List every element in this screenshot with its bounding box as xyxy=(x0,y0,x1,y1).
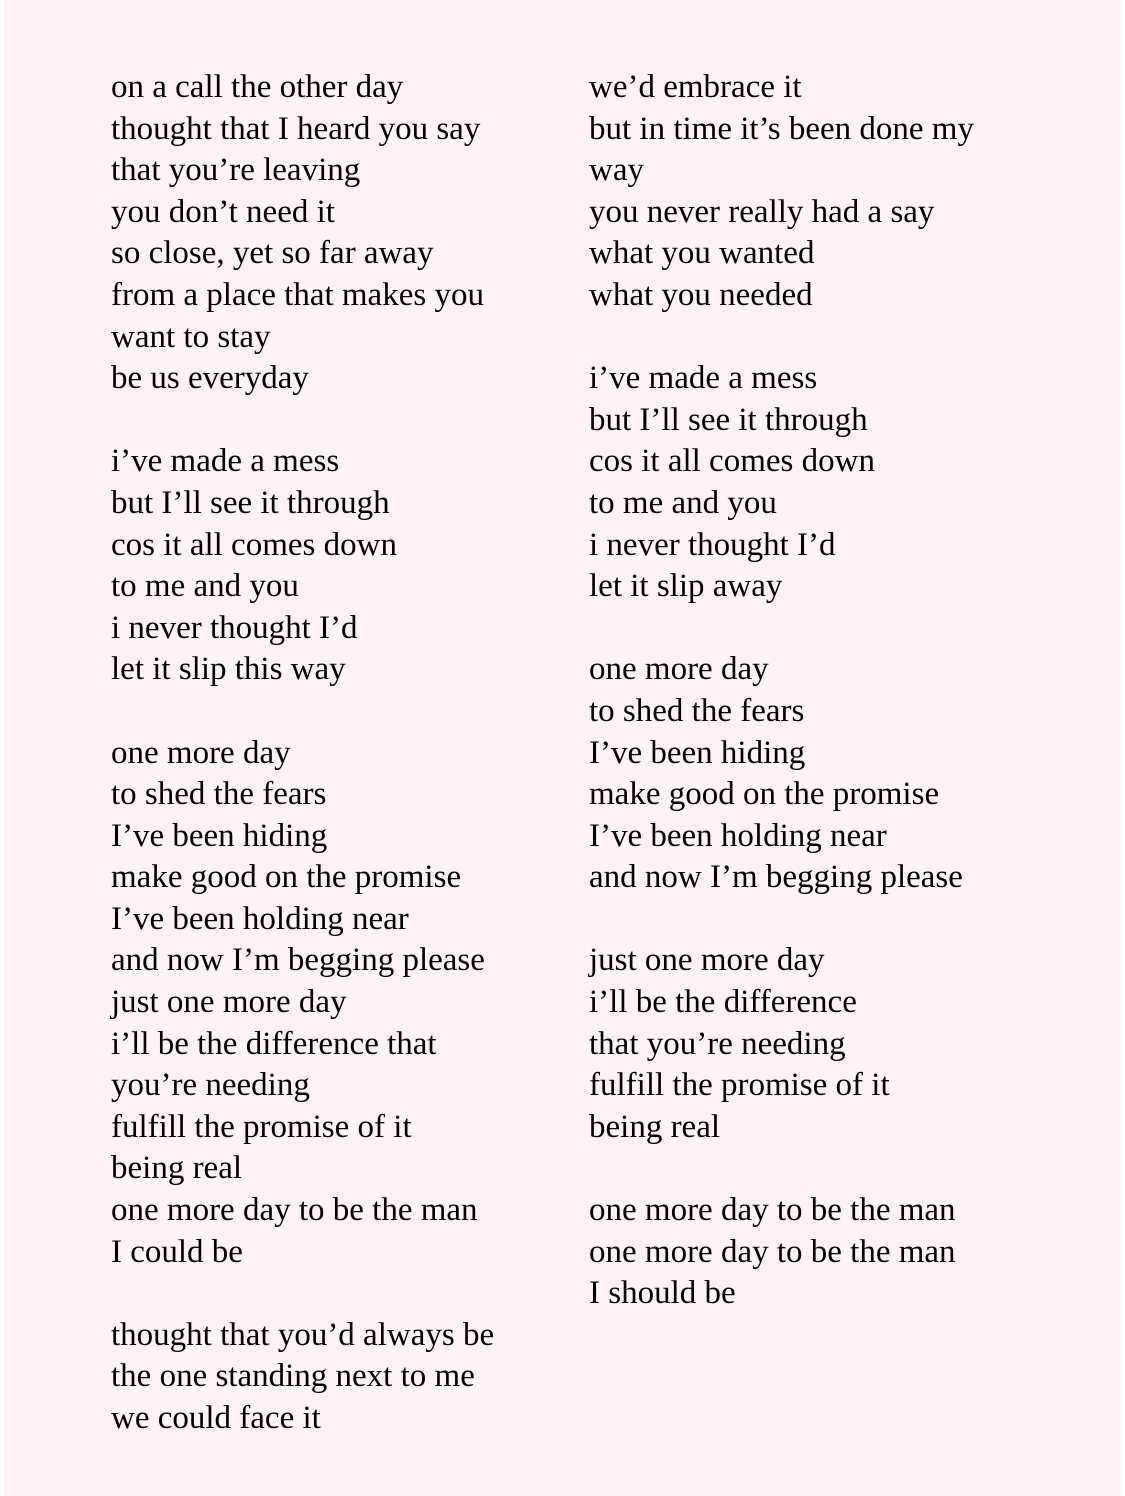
lyric-line: we’d embrace it xyxy=(589,69,802,105)
lyric-line: fulfill the promise of it xyxy=(589,1067,890,1104)
lyric-line: what you wanted xyxy=(589,235,815,272)
lyric-line: you’re needing xyxy=(111,1067,310,1104)
lyric-line: way xyxy=(589,152,644,189)
lyric-line: you don’t need it xyxy=(111,193,335,230)
lyric-line: i never thought I’d xyxy=(589,526,836,563)
lyric-line: i never thought I’d xyxy=(111,609,358,646)
lyric-line: one more day to be the man xyxy=(589,1233,956,1270)
stanza-break xyxy=(111,400,494,442)
lyric-line: I’ve been holding near xyxy=(111,900,409,937)
lyric-line: the one standing next to me xyxy=(111,1358,475,1395)
stanza-break xyxy=(589,317,974,359)
stanza-break xyxy=(589,608,974,650)
lyric-line: one more day to be the man xyxy=(111,1192,478,1229)
lyric-line: one more day xyxy=(111,734,291,771)
lyric-line: from a place that makes you xyxy=(111,276,484,313)
lyric-line: I’ve been hiding xyxy=(111,817,328,854)
lyric-line: what you needed xyxy=(589,276,813,313)
lyric-line: just one more day xyxy=(111,984,347,1021)
lyric-line: on a call the other day xyxy=(111,69,404,105)
lyric-line: make good on the promise xyxy=(111,859,462,896)
lyric-line: i’ve made a mess xyxy=(589,360,818,397)
lyric-line: I could be xyxy=(111,1233,243,1270)
lyric-line: we could face it xyxy=(111,1400,321,1436)
lyric-line: being real xyxy=(111,1150,243,1187)
lyric-line: but in time it’s been done my xyxy=(589,110,974,147)
lyric-line: fulfill the promise of it xyxy=(111,1108,412,1145)
lyric-line: want to stay xyxy=(111,318,271,355)
lyric-line: but I’ll see it through xyxy=(111,484,390,521)
lyric-line: to me and you xyxy=(111,568,299,605)
lyric-line: so close, yet so far away xyxy=(111,235,434,272)
stanza-break xyxy=(111,691,494,733)
lyric-line: i’ll be the difference xyxy=(589,984,857,1021)
lyric-line: thought that I heard you say xyxy=(111,110,481,147)
lyric-line: but I’ll see it through xyxy=(589,401,868,438)
lyric-line: cos it all comes down xyxy=(111,526,397,563)
lyric-line: just one more day xyxy=(589,942,825,979)
lyric-line: that you’re needing xyxy=(589,1025,846,1062)
lyric-line: to shed the fears xyxy=(589,692,805,729)
lyrics-column-right xyxy=(589,67,974,1315)
lyric-line: thought that you’d always be xyxy=(111,1316,495,1353)
lyric-line: I should be xyxy=(589,1275,736,1312)
stanza-break xyxy=(589,1148,974,1190)
lyric-line: one more day to be the man xyxy=(589,1192,956,1229)
lyric-line: and now I’m begging please xyxy=(111,942,485,979)
lyric-line: let it slip away xyxy=(589,568,783,605)
lyric-line: to shed the fears xyxy=(111,776,327,813)
lyric-line: i’ll be the difference that xyxy=(111,1025,437,1062)
stanza-break xyxy=(589,899,974,941)
lyric-line: to me and you xyxy=(589,484,777,521)
stanza-break xyxy=(111,1273,494,1315)
lyrics-page xyxy=(4,0,1121,1496)
lyric-line: I’ve been holding near xyxy=(589,817,887,854)
lyric-line: make good on the promise xyxy=(589,776,940,813)
lyric-line: let it slip this way xyxy=(111,651,346,688)
lyric-line: one more day xyxy=(589,651,769,688)
lyric-line: be us everyday xyxy=(111,360,309,397)
lyric-line: that you’re leaving xyxy=(111,152,361,189)
lyric-line: I’ve been hiding xyxy=(589,734,806,771)
lyric-line: cos it all comes down xyxy=(589,443,875,480)
lyric-line: and now I’m begging please xyxy=(589,859,963,896)
lyric-line: you never really had a say xyxy=(589,193,935,230)
lyric-line: i’ve made a mess xyxy=(111,443,340,480)
lyrics-column-left xyxy=(111,67,494,1440)
lyric-line: being real xyxy=(589,1108,721,1145)
